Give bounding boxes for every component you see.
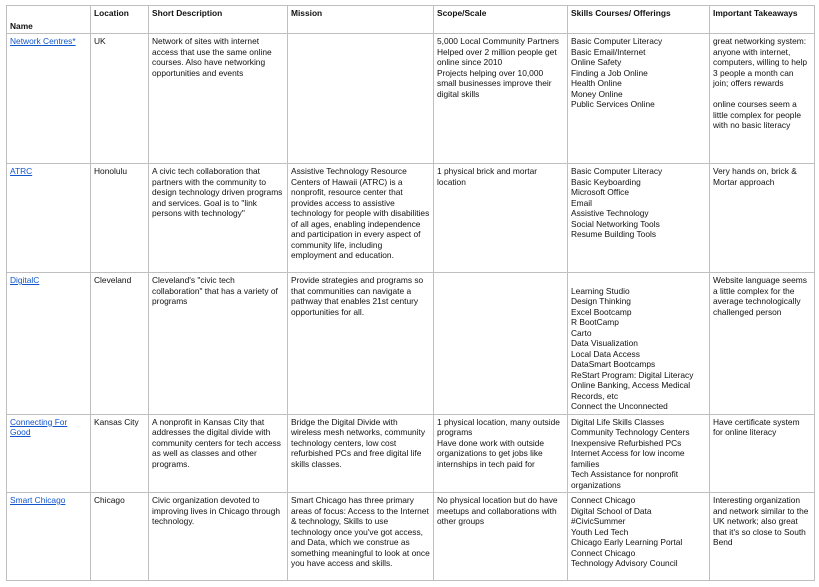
cell-line: Very hands on, brick & Mortar approach xyxy=(713,166,797,187)
cell-short-description: A nonprofit in Kansas City that addresses the digital divide with community centers for tech access as well as classes and other programs. xyxy=(149,414,288,493)
org-link[interactable]: Smart Chicago xyxy=(10,495,66,505)
cell-takeaways xyxy=(710,493,815,581)
cell-skills xyxy=(568,34,710,164)
cell-location: Kansas City xyxy=(91,414,149,493)
skill-item: Inexpensive Refurbished PCs xyxy=(571,437,682,448)
skill-item: Local Data Access xyxy=(571,348,640,359)
cell-scope xyxy=(434,164,568,273)
skill-item: Social Networking Tools xyxy=(571,218,660,229)
skill-item: Connect Chicago xyxy=(571,547,636,558)
cell-line: anyone with internet, computers, willing to help 3 people a month can join; offers rewards xyxy=(713,46,808,88)
cell-name xyxy=(7,273,91,415)
cell-line: Projects helping over 10,000 small businesses improve their digital skills xyxy=(437,67,552,99)
cell-location: Honolulu xyxy=(91,164,149,273)
skill-item: Assistive Technology xyxy=(571,208,649,218)
cell-takeaways xyxy=(710,273,815,415)
skill-item: Email xyxy=(571,197,592,208)
skill-item: Connect Chicago xyxy=(571,495,636,505)
skill-item: Tech Assistance for nonprofit organizations xyxy=(571,469,679,490)
cell-mission: Provide strategies and programs so that communities can navigate a pathway that enables 21st century opportunities for all. xyxy=(288,273,434,415)
table-row xyxy=(7,34,815,164)
skill-item: Digital School of Data xyxy=(571,505,652,516)
cell-mission: Assistive Technology Resource Centers of Hawaii (ATRC) is a nonprofit, resource center that provides access to assistive technology for people with disabilities of all ages, enabling independence and participation in every aspect of community life, including employment and education. xyxy=(288,164,434,273)
cell-takeaways xyxy=(710,164,815,273)
skill-item: Youth Led Tech xyxy=(571,526,629,537)
skill-item: Technology Advisory Council xyxy=(571,558,678,568)
skill-item: Health Online xyxy=(571,78,622,88)
table-row xyxy=(7,493,815,581)
cell-scope xyxy=(434,493,568,581)
cell-scope xyxy=(434,273,568,415)
skill-item: R BootCamp xyxy=(571,317,619,327)
skill-item: Resume Building Tools xyxy=(571,229,657,239)
header-mission: Mission xyxy=(288,6,434,34)
organizations-table xyxy=(6,5,815,581)
skill-item: DataSmart Bootcamps xyxy=(571,359,656,369)
header-short-description: Short Description xyxy=(149,6,288,34)
cell-takeaways xyxy=(710,414,815,493)
cell-line: 1 physical brick and mortar location xyxy=(437,166,538,187)
cell-short-description: Network of sites with internet access that use the same online courses. Also have networking opportunities and events xyxy=(149,34,288,164)
skill-item: Internet Access for low income families xyxy=(571,448,685,469)
cell-mission: Smart Chicago has three primary areas of focus: Access to the Internet & technology, Skills to use technology once you've got access, and Data, which we construe as something meaningful to look at once you have access and skills. xyxy=(288,493,434,581)
cell-name xyxy=(7,164,91,273)
skill-item: Learning Studio xyxy=(571,285,630,296)
cell-skills xyxy=(568,414,710,493)
cell-line: Helped over 2 million people get online since 2010 xyxy=(437,46,557,67)
skill-item: Basic Keyboarding xyxy=(571,176,641,187)
skill-item: Money Online xyxy=(571,88,623,99)
cell-line: Website language seems a little complex for the average technologically challenged person xyxy=(713,275,807,317)
cell-name xyxy=(7,34,91,164)
cell-line: 1 physical location, many outside programs xyxy=(437,416,560,437)
skill-item: Design Thinking xyxy=(571,296,631,306)
header-takeaways: Important Takeaways xyxy=(710,6,815,34)
table-row xyxy=(7,273,815,415)
org-link[interactable]: Connecting For Good xyxy=(10,416,68,437)
cell-line: No physical location but do have meetups and collaborations with other groups xyxy=(437,495,558,526)
cell-line: Interesting organization and network similar to the UK network; also great that it's so close to South Bend xyxy=(713,495,809,547)
skill-item: #CivicSummer xyxy=(571,516,626,526)
cell-line xyxy=(437,275,564,286)
cell-mission xyxy=(288,34,434,164)
cell-location: Chicago xyxy=(91,493,149,581)
skill-item: Chicago Early Learning Portal xyxy=(571,537,683,547)
cell-line: 5,000 Local Community Partners xyxy=(437,36,559,46)
cell-scope xyxy=(434,34,568,164)
skill-item: Online Safety xyxy=(571,57,622,67)
header-location: Location xyxy=(91,6,149,34)
org-link[interactable]: DigitalC xyxy=(10,275,40,285)
cell-name xyxy=(7,493,91,581)
cell-line: Have certificate system for online literacy xyxy=(713,416,800,437)
table-row xyxy=(7,414,815,493)
skill-item: ReStart Program: Digital Literacy Online Banking, Access Medical Records, etc xyxy=(571,369,694,401)
skill-item xyxy=(571,275,706,286)
skill-item: Data Visualization xyxy=(571,338,638,348)
skill-item: Public Services Online xyxy=(571,99,655,109)
cell-line xyxy=(713,89,811,100)
cell-skills xyxy=(568,493,710,581)
spreadsheet-page xyxy=(6,5,815,581)
cell-mission: Bridge the Digital Divide with wireless mesh networks, community technology centers, low cost refurbished PCs and free digital life skills classes. xyxy=(288,414,434,493)
cell-name xyxy=(7,414,91,493)
header-skills: Skills Courses/ Offerings xyxy=(568,6,710,34)
skill-item: Microsoft Office xyxy=(571,187,630,197)
cell-line: online courses seem a little complex for people with no basic literacy xyxy=(713,99,801,130)
header-name: Name xyxy=(7,6,91,34)
cell-skills xyxy=(568,164,710,273)
org-link[interactable]: ATRC xyxy=(10,166,33,176)
cell-location: Cleveland xyxy=(91,273,149,415)
skill-item: Digital Life Skills Classes xyxy=(571,416,665,427)
cell-location: UK xyxy=(91,34,149,164)
cell-line: great networking system: xyxy=(713,36,807,46)
header-scope: Scope/Scale xyxy=(434,6,568,34)
skill-item: Excel Bootcamp xyxy=(571,306,632,317)
skill-item: Finding a Job Online xyxy=(571,67,648,78)
org-link[interactable]: Network Centres* xyxy=(10,36,76,46)
header-row xyxy=(7,6,815,34)
skill-item: Community Technology Centers xyxy=(571,427,690,437)
skill-item: Basic Computer Literacy xyxy=(571,166,663,176)
cell-takeaways xyxy=(710,34,815,164)
skill-item: Basic Email/Internet xyxy=(571,46,646,57)
cell-short-description: Cleveland's "civic tech collaboration" that has a variety of programs xyxy=(149,273,288,415)
table-row xyxy=(7,164,815,273)
skill-item: Carto xyxy=(571,327,592,338)
cell-short-description: A civic tech collaboration that partners with the community to design technology driven programs and services. Goal is to "link persons with technology" xyxy=(149,164,288,273)
skill-item: Connect the Unconnected xyxy=(571,401,668,411)
skill-item: Basic Computer Literacy xyxy=(571,36,663,46)
cell-scope xyxy=(434,414,568,493)
cell-short-description: Civic organization devoted to improving lives in Chicago through technology. xyxy=(149,493,288,581)
cell-line: Have done work with outside organizations to get jobs like internships in tech paid for xyxy=(437,437,545,469)
cell-skills xyxy=(568,273,710,415)
